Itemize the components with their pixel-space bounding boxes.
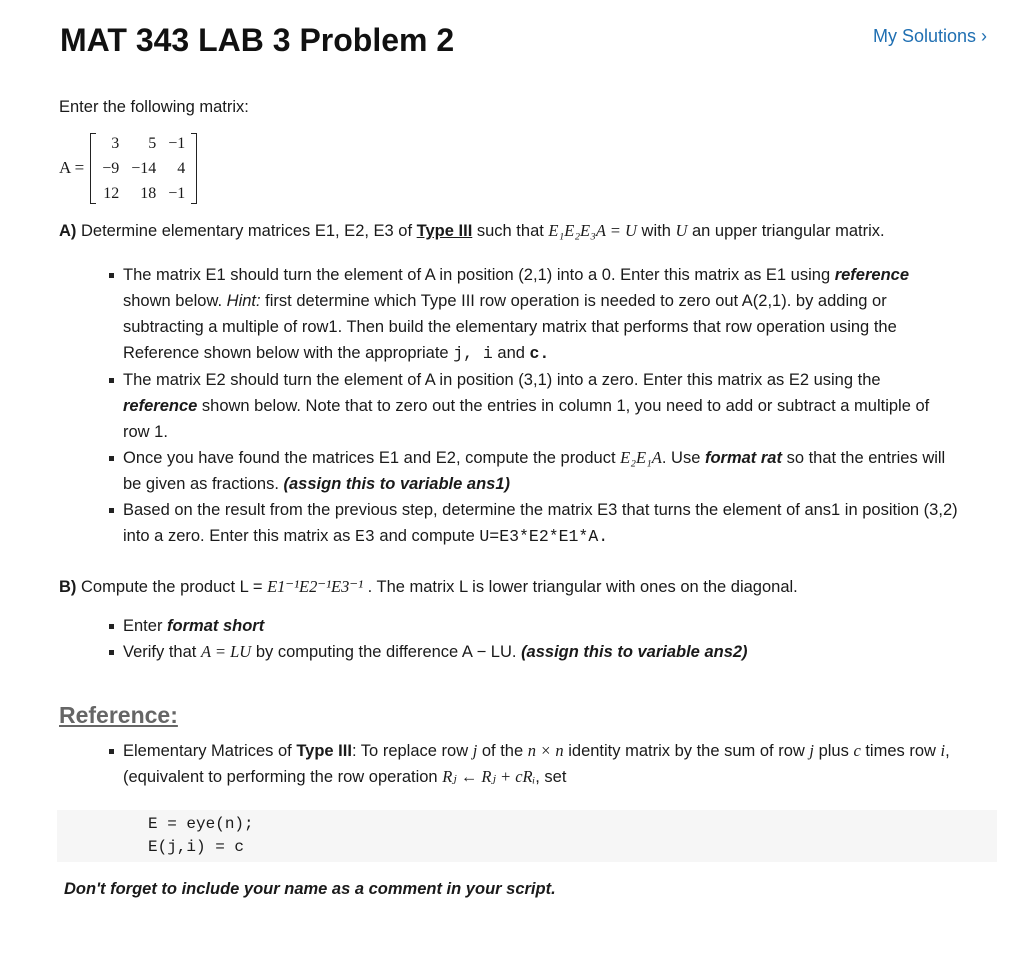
type-iii-term: Type III bbox=[416, 222, 473, 240]
reference-list bbox=[59, 738, 959, 790]
text: Based on the result from the previous step, determine the matrix E3 that turns the element of ans1 in position (3,2) into a zero. Enter this matrix as bbox=[123, 501, 958, 545]
text: , (equivalent to performing the row operation bbox=[123, 742, 950, 786]
text: identity matrix by the sum of row bbox=[563, 742, 810, 760]
text: and bbox=[492, 344, 530, 362]
hint-label: Hint: bbox=[226, 292, 261, 310]
matrix-cell: 3 bbox=[111, 134, 120, 152]
text: shown below. bbox=[123, 292, 227, 310]
code-inline: U=E3*E2*E1*A. bbox=[479, 527, 609, 546]
text: shown below. Note that to zero out the entries in column 1, you need to add or subtract a multiple of row 1. bbox=[123, 397, 930, 441]
math-var: i bbox=[940, 741, 946, 760]
reference-term: reference bbox=[834, 266, 910, 284]
list-item bbox=[123, 738, 959, 790]
matrix-label: A = bbox=[59, 158, 85, 177]
text: with bbox=[636, 222, 676, 240]
reference-heading: Reference: bbox=[59, 702, 178, 728]
math-var: j bbox=[472, 741, 478, 760]
matrix-row bbox=[96, 131, 191, 156]
text: an upper triangular matrix. bbox=[687, 222, 885, 240]
text: such that bbox=[472, 222, 549, 240]
format-short: format short bbox=[167, 617, 265, 635]
matrix-cell: −1 bbox=[168, 184, 186, 202]
left-bracket bbox=[90, 133, 96, 204]
math-var: j bbox=[809, 741, 814, 760]
code-inline: E3 bbox=[355, 527, 375, 546]
part-a-list bbox=[59, 262, 959, 550]
my-solutions-link[interactable]: My Solutions › bbox=[873, 26, 988, 46]
text: , set bbox=[535, 768, 567, 786]
equation: A = LU bbox=[200, 642, 252, 661]
code-line: E = eye(n); bbox=[148, 815, 254, 833]
equation: E₁E₂E₃A = U bbox=[548, 221, 637, 240]
row-operation: Rⱼ ← Rⱼ + cRᵢ bbox=[442, 767, 536, 786]
part-a-text bbox=[59, 218, 959, 244]
equation: U bbox=[675, 221, 688, 240]
text: The matrix E2 should turn the element of A in position (3,1) into a zero. Enter this matrix as E2 using the bbox=[123, 371, 881, 389]
part-a-label: A) bbox=[59, 222, 77, 240]
code-block bbox=[57, 810, 997, 862]
math-var: n × n bbox=[527, 741, 564, 760]
matrix-cell: −9 bbox=[102, 159, 120, 177]
part-b-list bbox=[59, 613, 959, 665]
math-var: c bbox=[853, 741, 861, 760]
format-rat: format rat bbox=[704, 449, 782, 467]
text: by computing the difference A − LU. bbox=[251, 643, 522, 661]
matrix-cell: −1 bbox=[168, 134, 186, 152]
matrix-cell: −14 bbox=[131, 159, 157, 177]
reference-term: reference bbox=[123, 397, 198, 415]
matrix-cell: 4 bbox=[177, 159, 186, 177]
text: The matrix E1 should turn the element of A in position (2,1) into a 0. Enter this matrix as E1 using bbox=[123, 266, 835, 284]
text: plus bbox=[814, 742, 854, 760]
list-item bbox=[123, 262, 959, 367]
text: Verify that bbox=[123, 643, 201, 661]
text: Once you have found the matrices E1 and E2, compute the product bbox=[123, 449, 621, 467]
list-item bbox=[123, 367, 959, 445]
text: . Use bbox=[661, 449, 705, 467]
matrix-brackets bbox=[90, 131, 197, 206]
text: and compute bbox=[374, 527, 480, 545]
list-item bbox=[123, 639, 959, 665]
matrix-row bbox=[96, 156, 191, 181]
assign-note: (assign this to variable ans1) bbox=[283, 475, 511, 493]
code-inline: j, i bbox=[453, 344, 493, 363]
text: : To replace row bbox=[351, 742, 473, 760]
text: Enter bbox=[123, 617, 168, 635]
matrix-table bbox=[96, 131, 191, 206]
page-title: MAT 343 LAB 3 Problem 2 bbox=[60, 22, 455, 58]
text: Determine elementary matrices E1, E2, E3 of bbox=[76, 222, 417, 240]
intro-text: Enter the following matrix: bbox=[59, 98, 249, 116]
list-item bbox=[123, 613, 959, 639]
equation: E₂E₁A bbox=[620, 448, 662, 467]
footer-note: Don't forget to include your name as a comment in your script. bbox=[64, 880, 556, 898]
type-iii-term: Type III bbox=[296, 742, 352, 760]
list-item bbox=[123, 445, 959, 497]
text: first determine which Type III row operation is needed to zero out A(2,1). by adding or subtracting a multiple of row1. Then build the elementary matrix that performs that row operation using the Reference shown below with the appropriate bbox=[123, 292, 897, 362]
code-inline: c. bbox=[529, 344, 550, 363]
problem-content bbox=[59, 94, 959, 902]
text: Compute the product L = bbox=[76, 578, 268, 596]
matrix-cell: 12 bbox=[103, 184, 120, 202]
right-bracket bbox=[191, 133, 197, 204]
matrix-a bbox=[59, 128, 959, 208]
assign-note: (assign this to variable ans2) bbox=[521, 643, 748, 661]
part-b-text bbox=[59, 574, 959, 600]
part-b-label: B) bbox=[59, 578, 77, 596]
text: . The matrix L is lower triangular with ones on the diagonal. bbox=[363, 578, 798, 596]
equation: E1⁻¹E2⁻¹E3⁻¹ bbox=[267, 577, 364, 596]
text: of the bbox=[477, 742, 528, 760]
list-item bbox=[123, 497, 959, 550]
text: so that the entries will be given as fractions. bbox=[123, 449, 946, 493]
text: Elementary Matrices of bbox=[123, 742, 297, 760]
matrix-row bbox=[96, 181, 191, 206]
matrix-cell: 5 bbox=[148, 134, 157, 152]
text: times row bbox=[860, 742, 941, 760]
code-line: E(j,i) = c bbox=[148, 838, 245, 856]
matrix-cell: 18 bbox=[140, 184, 157, 202]
